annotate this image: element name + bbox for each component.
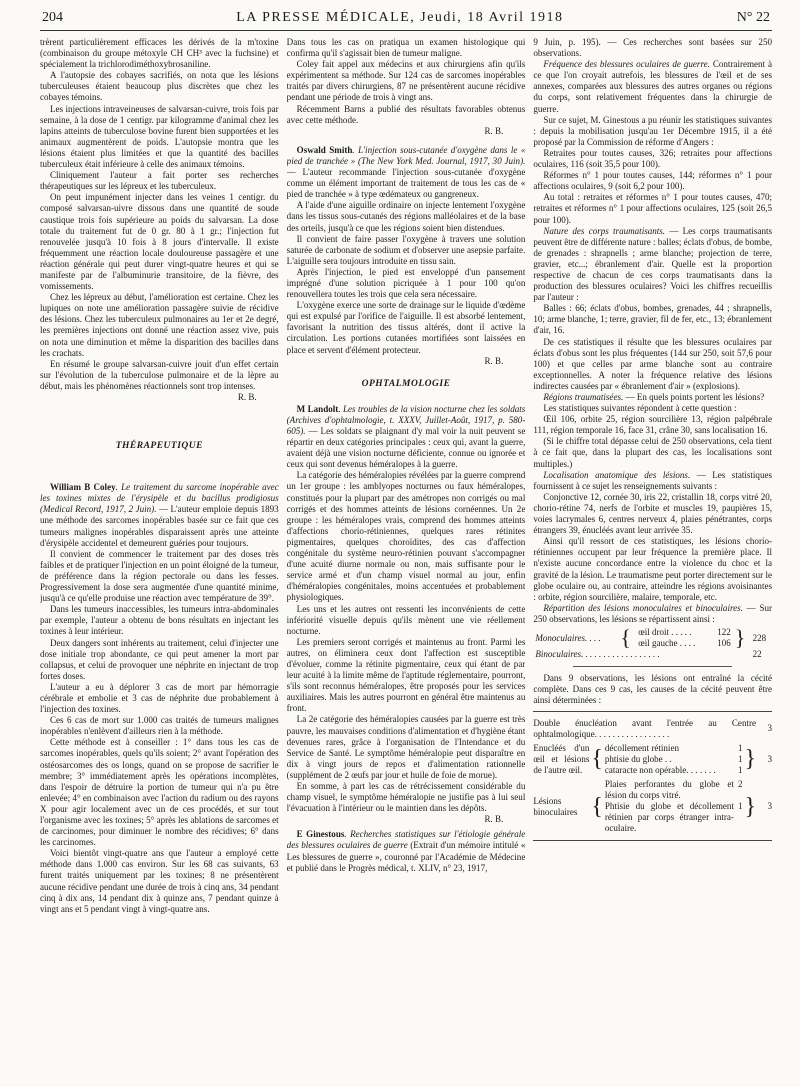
article-author: E Ginestous: [296, 829, 345, 840]
table-row: [533, 743, 772, 776]
article-heading: [287, 829, 526, 873]
column-3: [533, 37, 772, 1087]
column-2: [287, 37, 526, 1087]
paragraph: 9 Juin, p. 195). — Ces recherches sont basées sur 250 observations.: [533, 37, 773, 59]
row-item: [605, 765, 743, 776]
brace-left: {: [591, 793, 603, 820]
article-title: . Les troubles de la vision nocturne chez les soldats (Archives d'ophtalmologie, t. XXXV, Juillet-Août, 1917, p. 580-605).: [286, 403, 526, 436]
paragraph: Chez les lépreux au début, l'amélioration est certaine. Chez les lupiques on note une amélioration passagère suivie de récidive des lésions. Chez les tuberculeux pulmonaires au 1er et 2e degré, les premières injections ont donné une réaction assez vive, puis on nota une diminution et même la disparition des bacilles dans les crachats.: [40, 292, 279, 358]
paragraph: Il convient de commencer le traitement par des doses très faibles et de pratiquer l'injection en un point éloigné de la tumeur, de préférence dans la région pectorale ou dans les fesses. Progressivement la dose sera augmentée d'une quantité minime, jusqu'à ce qu'elle produise une réaction avec température de 39°.: [40, 548, 279, 604]
item-label: Plaies perforantes du globe et lésion du corps vitré.: [604, 779, 734, 801]
paragraph: [533, 470, 772, 492]
paragraph: trèrent particulièrement efficaces les dérivés de la m'toxine (combinaison du groupe métoxyle CH CH³ avec la fuchsine) et spécialement la trichlorodiméthoxybrosaniline.: [40, 37, 279, 70]
brace-left: {: [620, 625, 631, 651]
table-row: [533, 779, 772, 834]
paragraph: Au total : retraites et réformes n° 1 pour toutes causes, 470; retraites et réformes n° 1 pour affections oculaires, 125 (soit 26,5 pour 100).: [533, 192, 773, 225]
article-title: . L'injection sous-cutanée d'oxygène dans le « pied de tranchée » (The New York Med. Journal, 1917, 30 Juin).: [286, 144, 526, 166]
paragraph: Les premiers seront corrigés et maintenus au front. Parmi les autres, on éliminera ceux dont l'affection est susceptible d'évoluer, comme la rétinite pigmentaire, ceux qui étant de par leur acuité à la limite même de l'aptitude réglementaire, pourront, s'ils sont reconnus héméralopes, être proposés pour les services auxiliaires. Mais les autres pourront en général être maintenus au front.: [286, 636, 526, 714]
paragraph: Balles : 66; éclats d'obus, bombes, grenades, 44 ; shrapnells, 10; arme blanche, 1; terre, gravier, fil de fer, etc., 13; ébranlement d'air, 16.: [533, 303, 773, 336]
row-total: 3: [767, 753, 773, 764]
paragraph: Coley fait appel aux médecins et aux chirurgiens afin qu'ils expérimentent sa méthode. Sur 124 cas de sarcomes inopérables traités par divers chirurgiens, 87 ne présentèrent aucune récidive pendant une période de trois à vingt ans.: [286, 59, 526, 103]
paragraph: [533, 603, 772, 625]
subheading: Localisation anatomique des lésions.: [543, 469, 691, 480]
paragraph: Ces 6 cas de mort sur 1.000 cas traités de tumeurs malignes inopérables n'enlèvent d'ailleurs rien à la méthode.: [40, 715, 279, 737]
item-label: décollement rétinien: [604, 742, 679, 753]
paragraph: Sur ce sujet, M. Ginestous a pu réunir les statistiques suivantes : depuis la mobilisation jusqu'au 1er Décembre 1915, il a été proposé par la Commission de réforme d'Angers :: [533, 114, 773, 147]
mono-left-label: œil gauche . . . .: [638, 638, 696, 649]
row-item: [605, 743, 743, 754]
brace-right: }: [744, 793, 757, 820]
item-label: Phtisie du globe et décollement rétinien par corps étranger intra-oculaire.: [604, 801, 734, 834]
subheading: Régions traumatisées.: [543, 392, 624, 402]
brace-left: {: [591, 746, 603, 773]
paragraph: [533, 59, 772, 114]
newspaper-page: [40, 10, 772, 1087]
article-author: M Landolt: [296, 403, 339, 414]
paragraph: Conjonctive 12, cornée 30, iris 22, cristallin 18, corps vitré 20, chorio-rétine 74, nerfs de l'orbite et muscles 19, paupières 15, voies lacrymales 6, centres nerveux 4, plaies pénétrantes, corps étrangers 39, énucléés avant leur arrivée 35.: [533, 491, 773, 536]
paragraph: L'oxygène exerce une sorte de drainage sur le liquide d'œdème qui est expulsé par l'orifice de l'aiguille. Il est absorbé lentement, favorisant la nutrition des tissus altérés, dont il active la circulation. Les portions cutanées mortifiées sont laissées en place et servent d'élément protecteur.: [286, 300, 526, 355]
paragraph: Les statistiques suivantes répondent à cette question :: [543, 403, 737, 414]
paragraph: De ces statistiques il résulte que les blessures oculaires par éclats d'obus sont les plus fréquentes (144 sur 250, soit 57,6 pour 100) et que celles par arme blanche sont au contraire exceptionnelles. A noter la fréquence relative des lésions indirectes causées par « ébranlement d'air » (explosions).: [533, 336, 773, 391]
columns: [40, 37, 772, 1087]
paragraph: Dans les tumeurs inaccessibles, les tumeurs intra-abdominales par exemple, l'auteur a obtenu de bons résultats en injectant les toxines à leur intérieur.: [40, 604, 279, 637]
paragraph: L'auteur a eu à déplorer 3 cas de mort par hémorragie cérébrale et embolie et 3 cas de néphrite due probablement à l'injection des toxines.: [40, 681, 279, 715]
journal-title: LA PRESSE MÉDICALE, Jeudi, 18 Avril 1918: [236, 10, 564, 25]
paragraph: En somme, à part les cas de rétrécissement considérable du champ visuel, le symptôme héméralopie ne justifie pas à lui seul l'évacuation à l'intérieur ou le maintien dans les dépôts.: [286, 781, 526, 814]
row-label: Enucléés d'un œil et lésions de l'autre œil.: [533, 742, 590, 775]
paragraph: Ainsi qu'il ressort de ces statistiques, les lésions chorio-rétiniennes occupent par leur fréquence la première place. Il n'existe aucune concordance entre la violence du choc et la gravité de la lésion. Le traumatisme peut porter directement sur le globe oculaire ou, au contraire, atteindre les régions avoisinantes : orbite, région sourcilière, malaire, temporale, etc.: [533, 536, 773, 602]
row-items: [605, 779, 743, 834]
column-1: [40, 37, 279, 1087]
table-row: [533, 627, 772, 638]
paragraph: — Les soldats se plaignant d'y mal voir la nuit peuvent se répartir en deux catégories principales : ceux qui, avant la guerre, avaient déjà une vision nocturne déficiente, connue ou ignorée et ceux qui sont devenus héméralopes à la guerre.: [286, 426, 526, 470]
table-row: [533, 718, 772, 740]
row-item: [605, 779, 743, 801]
paragraph: Dans 9 observations, les lésions ont entraîné la cécité complète. Dans ces 9 cas, les causes de la cécité peuvent être ainsi déterminées :: [533, 673, 773, 706]
paragraph: En résumé le groupe salvarsan-cuivre jouit d'un effet certain sur l'évolution de la tuberculose pulmonaire et de la lèpre au début, mais les phénomènes réactionnels sont trop intenses.: [40, 358, 279, 391]
article-heading: [40, 482, 279, 549]
paragraph: Deux dangers sont inhérents au traitement, celui d'injecter une dose initiale trop abondante, ce qui peut amener la mort par collapsus, et celui de provoquer une néphrite en injectant de trop fortes doses.: [40, 637, 279, 681]
paragraph: — L'auteur emploie depuis 1893 une méthode des sarcomes inopérables basée sur ce fait que ces tumeurs malignes inopérables disparaissent après une atteinte d'érysipèle accidentel et demeurent guéries pour toujours.: [40, 504, 279, 548]
paragraph: Voici bientôt vingt-quatre ans que l'auteur a employé cette méthode dans 1.000 cas environ. Sur les 68 cas suivants, 63 furent traités uniquement par les toxines; 8 ne présentèrent aucune récidive pendant une durée de trois à cinq ans, 34 pendant cinq à dix ans, 14 pendant dix à quinze ans, 7 pendant quinze à vingt ans et 5 pendant vingt à vingt-quatre ans.: [40, 848, 279, 914]
subheading: Répartition des lésions monoculaires et binoculaires.: [543, 602, 743, 613]
paragraph: (Extrait d'un mémoire intitulé « Les blessures de guerre », couronné par l'Académie de Médecine et publié dans le Progrès médical, t. XLIV, n° 23, 1917,: [286, 840, 526, 873]
row-items: [605, 743, 743, 776]
paragraph: Récemment Barns a publié des résultats favorables obtenus avec cette méthode.: [286, 103, 526, 125]
divider: [573, 666, 732, 667]
mono-right-label: œil droit . . . . .: [638, 626, 692, 637]
brace-right: }: [734, 625, 746, 651]
paragraph: La catégorie des héméralopies révélées par la guerre comprend un 1er groupe : les amblyopes nocturnes ou faux héméralopes, constitués pour la plupart par des amétropes non corrigés ou mal corrigés et des hommes atteints de lésions cornéennes. Un 2e groupe : les héméralopes vrais, comprend des hommes atteints d'affections chorio-rétiniennes, quelques rares rétinites pigmentaires, quelques choroïdites, des cas d'affection congénitale du système neuro-rétinien pouvant s'accompagner d'une acuité diurne normale ou non, mais suffisante pour le service armé et d'un champ visuel normal au jour, enfin d'héméralopies congénitales, moins accentuées et probablement physiologiques.: [286, 470, 526, 603]
article-heading: [287, 404, 526, 471]
article-author: Oswald Smith: [296, 144, 353, 155]
mono-total: 228: [752, 632, 767, 643]
paragraph: Les injections intraveineuses de salvarsan-cuivre, trois fois par semaine, à la dose de 1 centigr. par kilogramme d'animal chez les lapins atteints de tuberculose bovine furent bien supportées et les animaux augmentèrent de poids. L'autopsie montra que les lésions étaient plus limitées et que la quantité des bacilles tuberculeux était inférieure à celle des animaux témoins.: [40, 103, 279, 170]
signature: R. B.: [484, 814, 504, 825]
page-number: 204: [42, 10, 63, 25]
paragraph: [533, 392, 772, 403]
mono-label: Monoculaires. . . .: [535, 632, 601, 643]
row-total: 3: [767, 801, 773, 812]
article-heading: [287, 145, 526, 200]
blindness-causes-table: [533, 711, 772, 842]
paragraph-text: — Sur 250 observations, les lésions se répartissent ainsi :: [533, 602, 773, 624]
paragraph: [533, 226, 772, 304]
paragraph: Cette méthode est à conseiller : 1° dans tous les cas de sarcomes inopérables, quels qu'ils soient; 2° avant l'opération des ostéosarcomes des os longs, quand on se propose de sacrifier le membre; 3° immédiatement après les opérations incomplètes, dans l'espoir de détruire la portion de tumeur qui n'a pu être enlevée; 4° en combinaison avec l'action du radium ou des rayons X pour agir localement avec un de ces procédés, et sur tout l'organisme avec les toxines; 5° après les ablations de sarcomes et de carcinomes, pour diminuer le nombre des récidives; 6° dans les carcinomes.: [40, 737, 279, 848]
item-value: 1: [737, 753, 743, 764]
signature: R. B.: [484, 355, 504, 366]
paragraph: Il convient de faire passer l'oxygène à travers une solution saturée de carbonate de sodium et d'observer une asepsie parfaite. L'aiguille sera toujours introduite en tissu sain.: [286, 233, 526, 266]
row-label: Lésions binoculaires: [533, 795, 578, 817]
row-label: Double énucléation avant l'entrée au Centre ophtalmologique. . . . . . . . . . . . . . . . .: [533, 717, 757, 739]
mono-left-value: 106: [717, 638, 731, 649]
paragraph: On peut impunément injecter dans les veines 1 centigr. du composé salvarsan-uivre dissous dans une quantité de soude caustique trois fois supérieure au poids du salvarsan. La dose totale du traitement fut de 0 gr. 80 à 1 gr.; l'injection fut renouvelée jusqu'à 10 fois à 8 jours d'intervalle. Il existe fréquemment une réaction locale douloureuse passagère et une réaction générale qui peut durer vingt-quatre heures et qui se manifeste par de l'albuminurie transitoire, de la fièvre, des vomissements.: [40, 192, 279, 292]
page-header: [40, 10, 772, 31]
section-heading-therapeutique: THÉRAPEUTIQUE: [115, 441, 203, 452]
bino-total: 22: [752, 649, 762, 660]
item-label: cataracte non opérable. . . . . . .: [604, 764, 716, 775]
item-value: 2: [737, 779, 743, 789]
subheading: Fréquence des blessures oculaires de guerre.: [543, 59, 710, 70]
row-item: [605, 801, 743, 834]
mono-right-value: 122: [717, 626, 731, 637]
signature: R. B.: [484, 125, 504, 136]
paragraph-text: — En quels points portent les lésions?: [623, 392, 765, 402]
paragraph: A l'autopsie des cobayes sacrifiés, on nota que les lésions tuberculeuses étaient beaucoup plus discrètes que chez les cobayes témoins.: [40, 70, 279, 103]
issue-number: N° 22: [736, 10, 770, 25]
row-item: [605, 754, 743, 765]
item-label: phtisie du globe . .: [604, 753, 672, 764]
row-value: 3: [767, 723, 773, 734]
table-row: [533, 649, 772, 660]
paragraph: Cliniquement l'auteur a fait porter ses recherches thérapeutiques sur les lépreux et les tuberculeux.: [40, 170, 279, 192]
paragraph-text: — Les statistiques fournissent à ce sujet les renseignements suivants :: [533, 469, 773, 491]
brace-right: }: [744, 746, 757, 773]
paragraph: (Si le chiffre total dépasse celui de 250 observations, cela tient à ce fait que, dans la plupart des cas, les localisations sont multiples.): [533, 436, 773, 469]
paragraph: Œil 106, orbite 25, région sourcilière 13, région palpébrale 111, région temporale 16, face 31, crâne 30, sans localisation 16.: [533, 414, 773, 436]
article-title: . Recherches statistiques sur l'étiologie générale des blessures oculaires de guerre: [286, 829, 526, 851]
paragraph: A l'aide d'une aiguille ordinaire on injecte lentement l'oxygène dans les tissus sous-cutanés des régions malléolaires et de la base des orteils, jusqu'à ce que les régions soient bien distendues.: [286, 200, 526, 233]
paragraph: La 2e catégorie des héméralopies causées par la guerre est très pauvre, les mauvaises conditions d'alimentation et d'hygiène étant devenues rares, grâce à l'organisation de l'Intendance et du Service de Santé. Le symptôme héméralopie peut disparaître en dix à vingt jours de repos et d'alimentation rationnelle (supplément de 2 œufs par jour et huile de foie de morue).: [286, 714, 526, 780]
subheading: Nature des corps traumatisants.: [543, 225, 666, 236]
article-title: . Le traitement du sarcome inopérable avec les toxines mixtes de l'érysipèle et du bacillus prodigiosus (Medical Record, 1917, 2 Juin).: [40, 482, 279, 515]
item-value: 1: [737, 742, 743, 753]
paragraph: Réformes n° 1 pour toutes causes, 144; réformes n° 1 pour affections oculaires, 9 (soit 6,2 pour 100).: [533, 170, 773, 192]
item-value: 1: [737, 801, 743, 812]
section-heading-ophtalmologie: OPHTALMOLOGIE: [361, 378, 451, 389]
bino-label: Binoculaires. . . . . . . . . . . . . . . . . .: [535, 649, 660, 660]
paragraph: Les uns et les autres ont ressenti les inconvénients de cette infériorité visuelle depuis qu'ils mènent une vie réellement nocturne.: [286, 603, 526, 636]
signature: R. B.: [237, 392, 257, 402]
item-value: 1: [737, 764, 743, 775]
paragraph: Après l'injection, le pied est enveloppé d'un pansement imprégné d'une solution picriquée à 1 pour 100 qu'on renouvellera toutes les trois que cela sera nécessaire.: [286, 266, 526, 300]
paragraph: Dans tous les cas on pratiqua un examen histologique qui confirma qu'il s'agissait bien de tumeur maligne.: [286, 37, 526, 59]
paragraph: Retraites pour toutes causes, 326; retraites pour affections oculaires, 116 (soit 35,5 pour 100).: [533, 147, 773, 170]
paragraph: — L'auteur recommande l'injection sous-cutanée d'oxygène comme un élément important de traitement de tous les cas de « pied de tranchée » à type œdémateux ou gangreneux.: [286, 167, 526, 200]
article-author: William B Coley: [50, 482, 116, 493]
monocular-binocular-table: [533, 627, 772, 660]
paragraph-text: Contrairement à ce que l'on croyait autrefois, les blessures de l'œil et de ses annexes, comparées aux blessures des autres organes ou régions du corps, sont relativement fréquentes dans la chirurgie de guerre.: [533, 59, 773, 114]
paragraph-text: — Les corps traumatisants peuvent être de différente nature : balles; éclats d'obus, de bombe, de grenades : shrapnells ; arme blanche; projection de terre, gravier, etc...; ébranlement d'air. Quelle est la proportion respective de chacun de ces corps traumatisants dans la production des blessures oculaires? Voici les chiffres recueillis par l'auteur :: [533, 225, 773, 303]
